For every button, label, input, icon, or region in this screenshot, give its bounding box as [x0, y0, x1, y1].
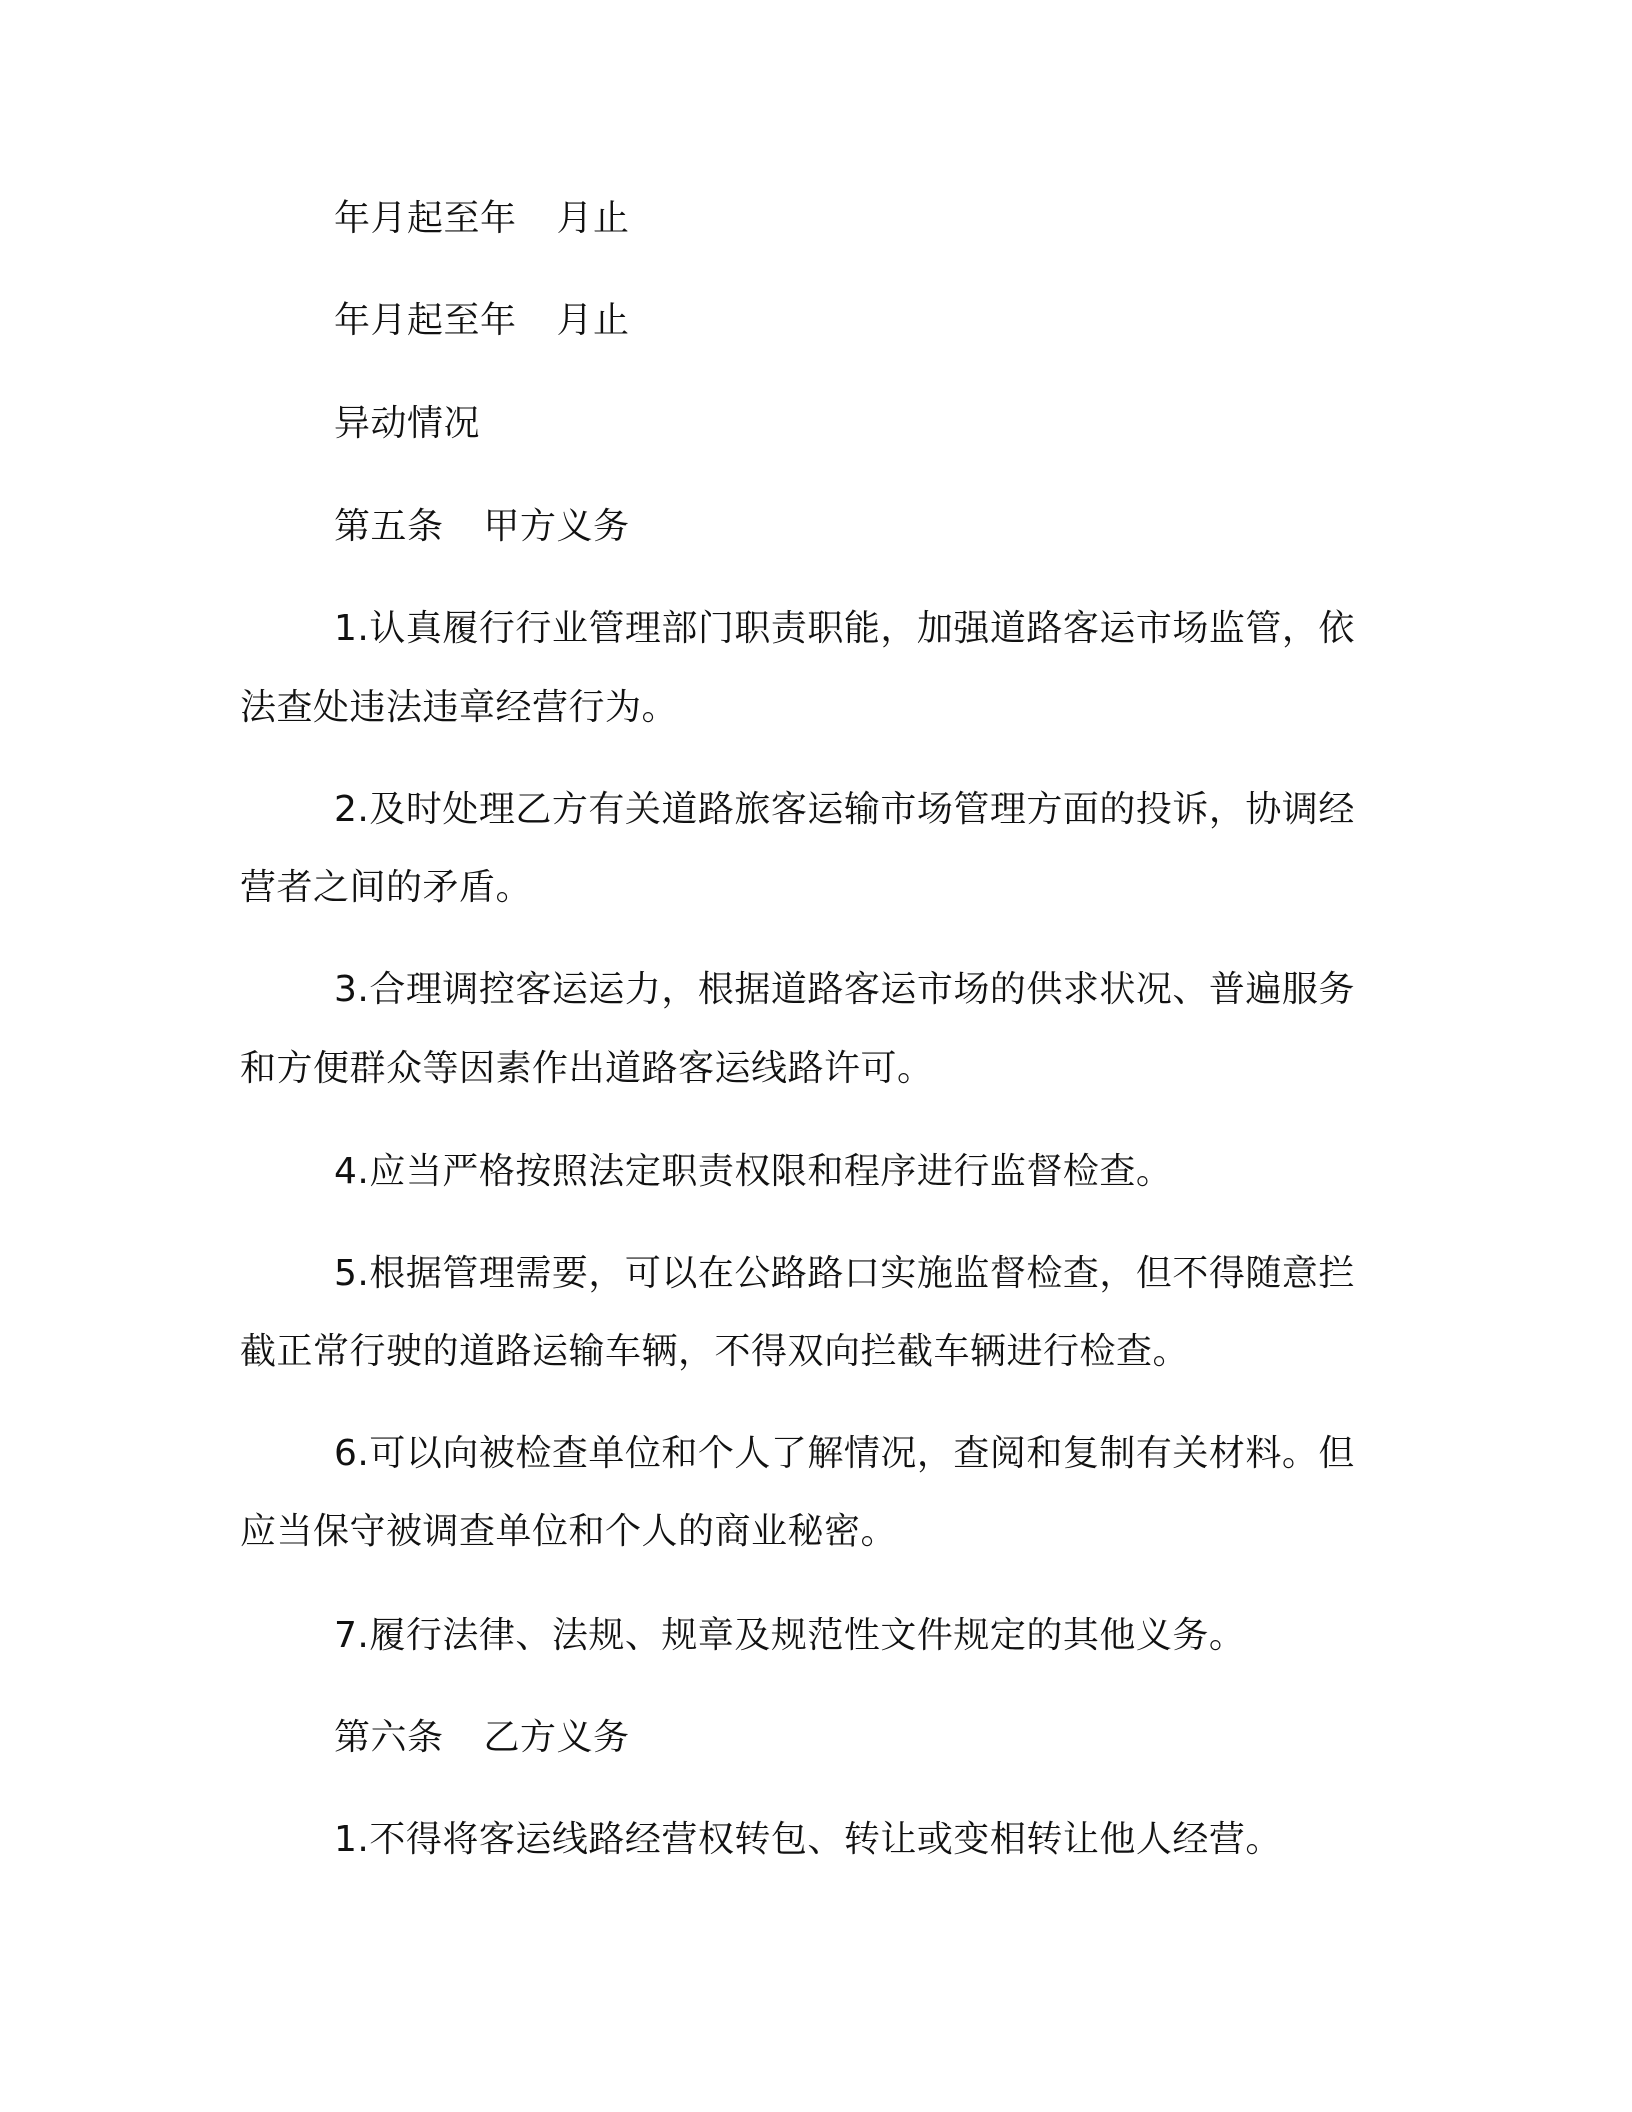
article-5-heading [334, 503, 630, 551]
article-5-title: 甲方义务 [483, 506, 630, 547]
article-5-item-1-line-1: 1.认真履行行业管理部门职责职能，加强道路客运市场监管，依 [334, 608, 1355, 649]
period-line-1-end: 月止 [556, 198, 630, 239]
change-heading: 异动情况 [334, 403, 481, 444]
period-line-2-end: 月止 [556, 300, 630, 341]
article-5-item-5-line-2: 截正常行驶的道路运输车辆，不得双向拦截车辆进行检查。 [240, 1331, 1190, 1372]
article-5-item-1-line-2: 法查处违法违章经营行为。 [240, 687, 679, 728]
period-line-2-start: 年月起至年 [334, 300, 517, 341]
article-5-item-7-line-1: 7.履行法律、法规、规章及规范性文件规定的其他义务。 [334, 1615, 1246, 1656]
article-5-item-4-line-1: 4.应当严格按照法定职责权限和程序进行监督检查。 [334, 1151, 1173, 1192]
article-5-item-6-line-2: 应当保守被调查单位和个人的商业秘密。 [240, 1511, 898, 1552]
period-line-1-start: 年月起至年 [334, 198, 517, 239]
article-6-title: 乙方义务 [483, 1717, 630, 1758]
article-6-item-1-line-1: 1.不得将客运线路经营权转包、转让或变相转让他人经营。 [334, 1819, 1282, 1860]
article-6-number: 第六条 [334, 1717, 444, 1758]
period-line-2 [334, 297, 630, 345]
period-line-1 [334, 195, 630, 243]
article-6-heading [334, 1714, 630, 1762]
article-5-number: 第五条 [334, 506, 444, 547]
article-5-item-2-line-2: 营者之间的矛盾。 [240, 867, 533, 908]
article-5-item-2-line-1: 2.及时处理乙方有关道路旅客运输市场管理方面的投诉，协调经 [334, 789, 1355, 830]
article-5-item-5-line-1: 5.根据管理需要，可以在公路路口实施监督检查，但不得随意拦 [334, 1253, 1355, 1294]
article-5-item-3-line-1: 3.合理调控客运运力，根据道路客运市场的供求状况、普遍服务 [334, 969, 1355, 1010]
article-5-item-6-line-1: 6.可以向被检查单位和个人了解情况，查阅和复制有关材料。但 [334, 1433, 1355, 1474]
article-5-item-3-line-2: 和方便群众等因素作出道路客运线路许可。 [240, 1048, 934, 1089]
